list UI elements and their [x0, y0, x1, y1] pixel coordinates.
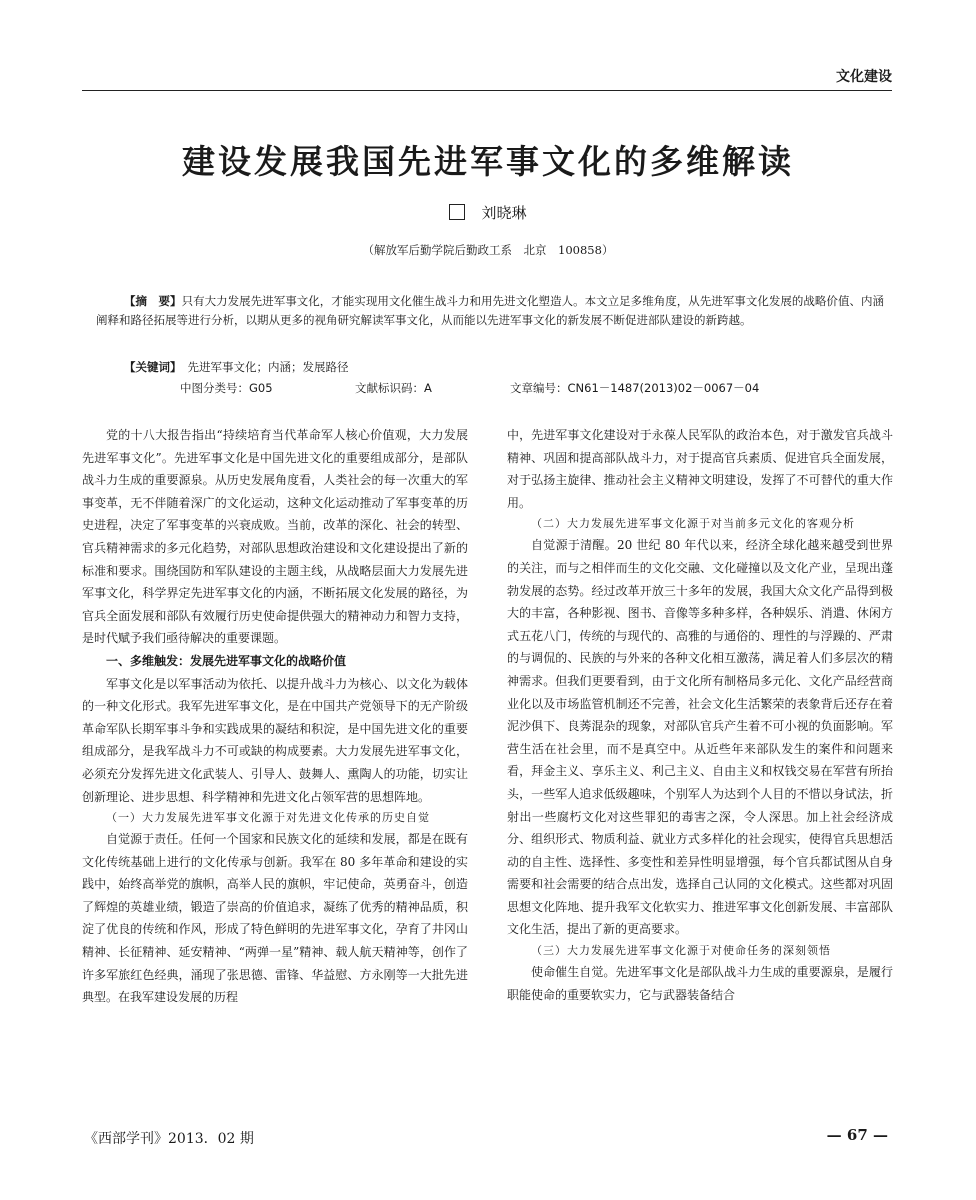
- paragraph: 自觉源于清醒。20 世纪 80 年代以来，经济全球化越来越受到世界的关注，而与之相伴而生的文化交融、文化碰撞以及文化产业，呈现出蓬勃发展的态势。经过改革开放三十多年的发展，我国大众文化产品得到极大的丰富，各种影视、图书、音像等多种多样，各种娱乐、消遣、休闲方式五花八门，传统的与现代的、高雅的与通俗的、理性的与浮躁的、严肃的与调侃的、民族的与外来的各种文化相互激荡，满足着人们多层次的精神需求。但我们更要看到，由于文化所有制格局多元化、文化产品经营商业化以及市场监管机制还不完善，社会文化生活繁荣的表象背后还存在着泥沙俱下、良莠混杂的现象，对部队官兵产生着不可小视的负面影响。军营生活在社会里，而不是真空中。从近些年来部队发生的案件和问题来看，拜金主义、享乐主义、利己主义、自由主义和权钱交易在军营有所抬头，一些军人追求低级趣味，个别军人为达到个人目的不惜以身试法，折射出一些腐朽文化对这些罪犯的毒害之深，令人深思。加上社会经济成分、组织形式、物质利益、就业方式多样化的社会现实，使得官兵思想活动的自主性、选择性、多变性和差异性明显增强，每个官兵都试图从自身需要和社会需要的结合点出发，选择自己认同的文化模式。这些都对巩固思想文化阵地、提升我军文化软实力、推进军事文化创新发展、丰富部队文化生活，提出了新的更高要求。: [507, 538, 893, 937]
- affiliation: （解放军后勤学院后勤政工系 北京 100858）: [362, 243, 614, 257]
- square-icon: [449, 204, 465, 220]
- paragraph: 党的十八大报告指出“持续培育当代革命军人核心价值观，大力发展先进军事文化”。先进军事文化是中国先进文化的重要组成部分，是部队战斗力生成的重要源泉。从历史发展角度看，人类社会的每一次重大的军事变革，无不伴随着深广的文化运动，这种文化运动推动了军事变革的历史进程，决定了军事变革的兴衰成败。当前，改革的深化、社会的转型、官兵精神需求的多元化趋势，对部队思想政治建设和文化建设提出了新的标准和要求。围绕国防和军队建设的主题主线，从战略层面大力发展先进军事文化，科学界定先进军事文化的内涵，不断拓展文化发展的路径，为官兵全面发展和部队有效履行历史使命提供强大的精神动力和智力支持，是时代赋予我们亟待解决的重要课题。: [82, 428, 468, 646]
- article-title: 建设发展我国先进军事文化的多维解读: [182, 142, 794, 181]
- keywords: [124, 359, 349, 375]
- keywords-text: 先进军事文化；内涵；发展路径: [187, 360, 349, 374]
- clc-number: 中图分类号：G05: [180, 381, 273, 395]
- document-code: 文献标识码：A: [355, 381, 432, 395]
- right-column: [507, 424, 893, 1006]
- page-number: — 67 —: [826, 1126, 888, 1144]
- subsection-heading: （三）大力发展先进军事文化源于对使命任务的深刻领悟: [531, 944, 831, 958]
- keywords-label: 【关键词】: [124, 360, 182, 374]
- abstract: [96, 292, 884, 330]
- section-heading: 一、多维触发：发展先进军事文化的战略价值: [106, 653, 347, 668]
- journal-name: 《西部学刊》2013．02 期: [84, 1131, 254, 1147]
- abstract-label: 【摘 要】: [124, 294, 182, 308]
- left-column: [82, 424, 468, 1009]
- paragraph: 使命催生自觉。先进军事文化是部队战斗力生成的重要源泉，是履行职能使命的重要软实力，它与武器装备结合: [507, 965, 893, 1002]
- abstract-text: 只有大力发展先进军事文化，才能实现用文化催生战斗力和用先进文化塑造人。本文立足多维角度，从先进军事文化发展的战略价值、内涵阐释和路径拓展等进行分析，以期从更多的视角研究解读军事文化，从而能以先进军事文化的新发展不断促进部队建设的新跨越。: [96, 294, 884, 327]
- author-line: [0, 202, 976, 223]
- subsection-heading: （一）大力发展先进军事文化源于对先进文化传承的历史自觉: [106, 811, 430, 825]
- section-tag: 文化建设: [836, 69, 892, 85]
- author-name: 刘晓琳: [481, 204, 527, 222]
- paragraph: 中，先进军事文化建设对于永葆人民军队的政治本色，对于激发官兵战斗精神、巩固和提高部队战斗力，对于提高官兵素质、促进官兵全面发展，对于弘扬主旋律、推动社会主义精神文明建设，发挥了不可替代的重大作用。: [507, 428, 893, 510]
- subsection-heading: （二）大力发展先进军事文化源于对当前多元文化的客观分析: [531, 517, 855, 531]
- paragraph: 自觉源于责任。任何一个国家和民族文化的延续和发展，都是在既有文化传统基础上进行的文化传承与创新。我军在 80 多年革命和建设的实践中，始终高举党的旗帜，高举人民的旗帜，牢记使命，英勇奋斗，创造了辉煌的英雄业绩，锻造了崇高的价值追求，凝练了优秀的精神品质，积淀了优良的传统和作风，形成了特色鲜明的先进军事文化，孕育了井冈山精神、长征精神、延安精神、“两弹一星”精神、载人航天精神等，创作了许多军旅红色经典，涌现了张思德、雷锋、华益慰、方永刚等一大批先进典型。在我军建设发展的历程: [82, 832, 468, 1005]
- paragraph: 军事文化是以军事活动为依托、以提升战斗力为核心、以文化为载体的一种文化形式。我军先进军事文化，是在中国共产党领导下的无产阶级革命军队长期军事斗争和实践成果的凝结和积淀，是中国先进文化的重要组成部分，是我军战斗力不可或缺的构成要素。大力发展先进军事文化，必须充分发挥先进文化武装人、引导人、鼓舞人、熏陶人的功能，切实让创新理论、进步思想、科学精神和先进文化占领军营的思想阵地。: [82, 676, 468, 804]
- header-rule: [82, 90, 892, 91]
- article-number: 文章编号：CN61－1487(2013)02－0067－04: [510, 381, 760, 395]
